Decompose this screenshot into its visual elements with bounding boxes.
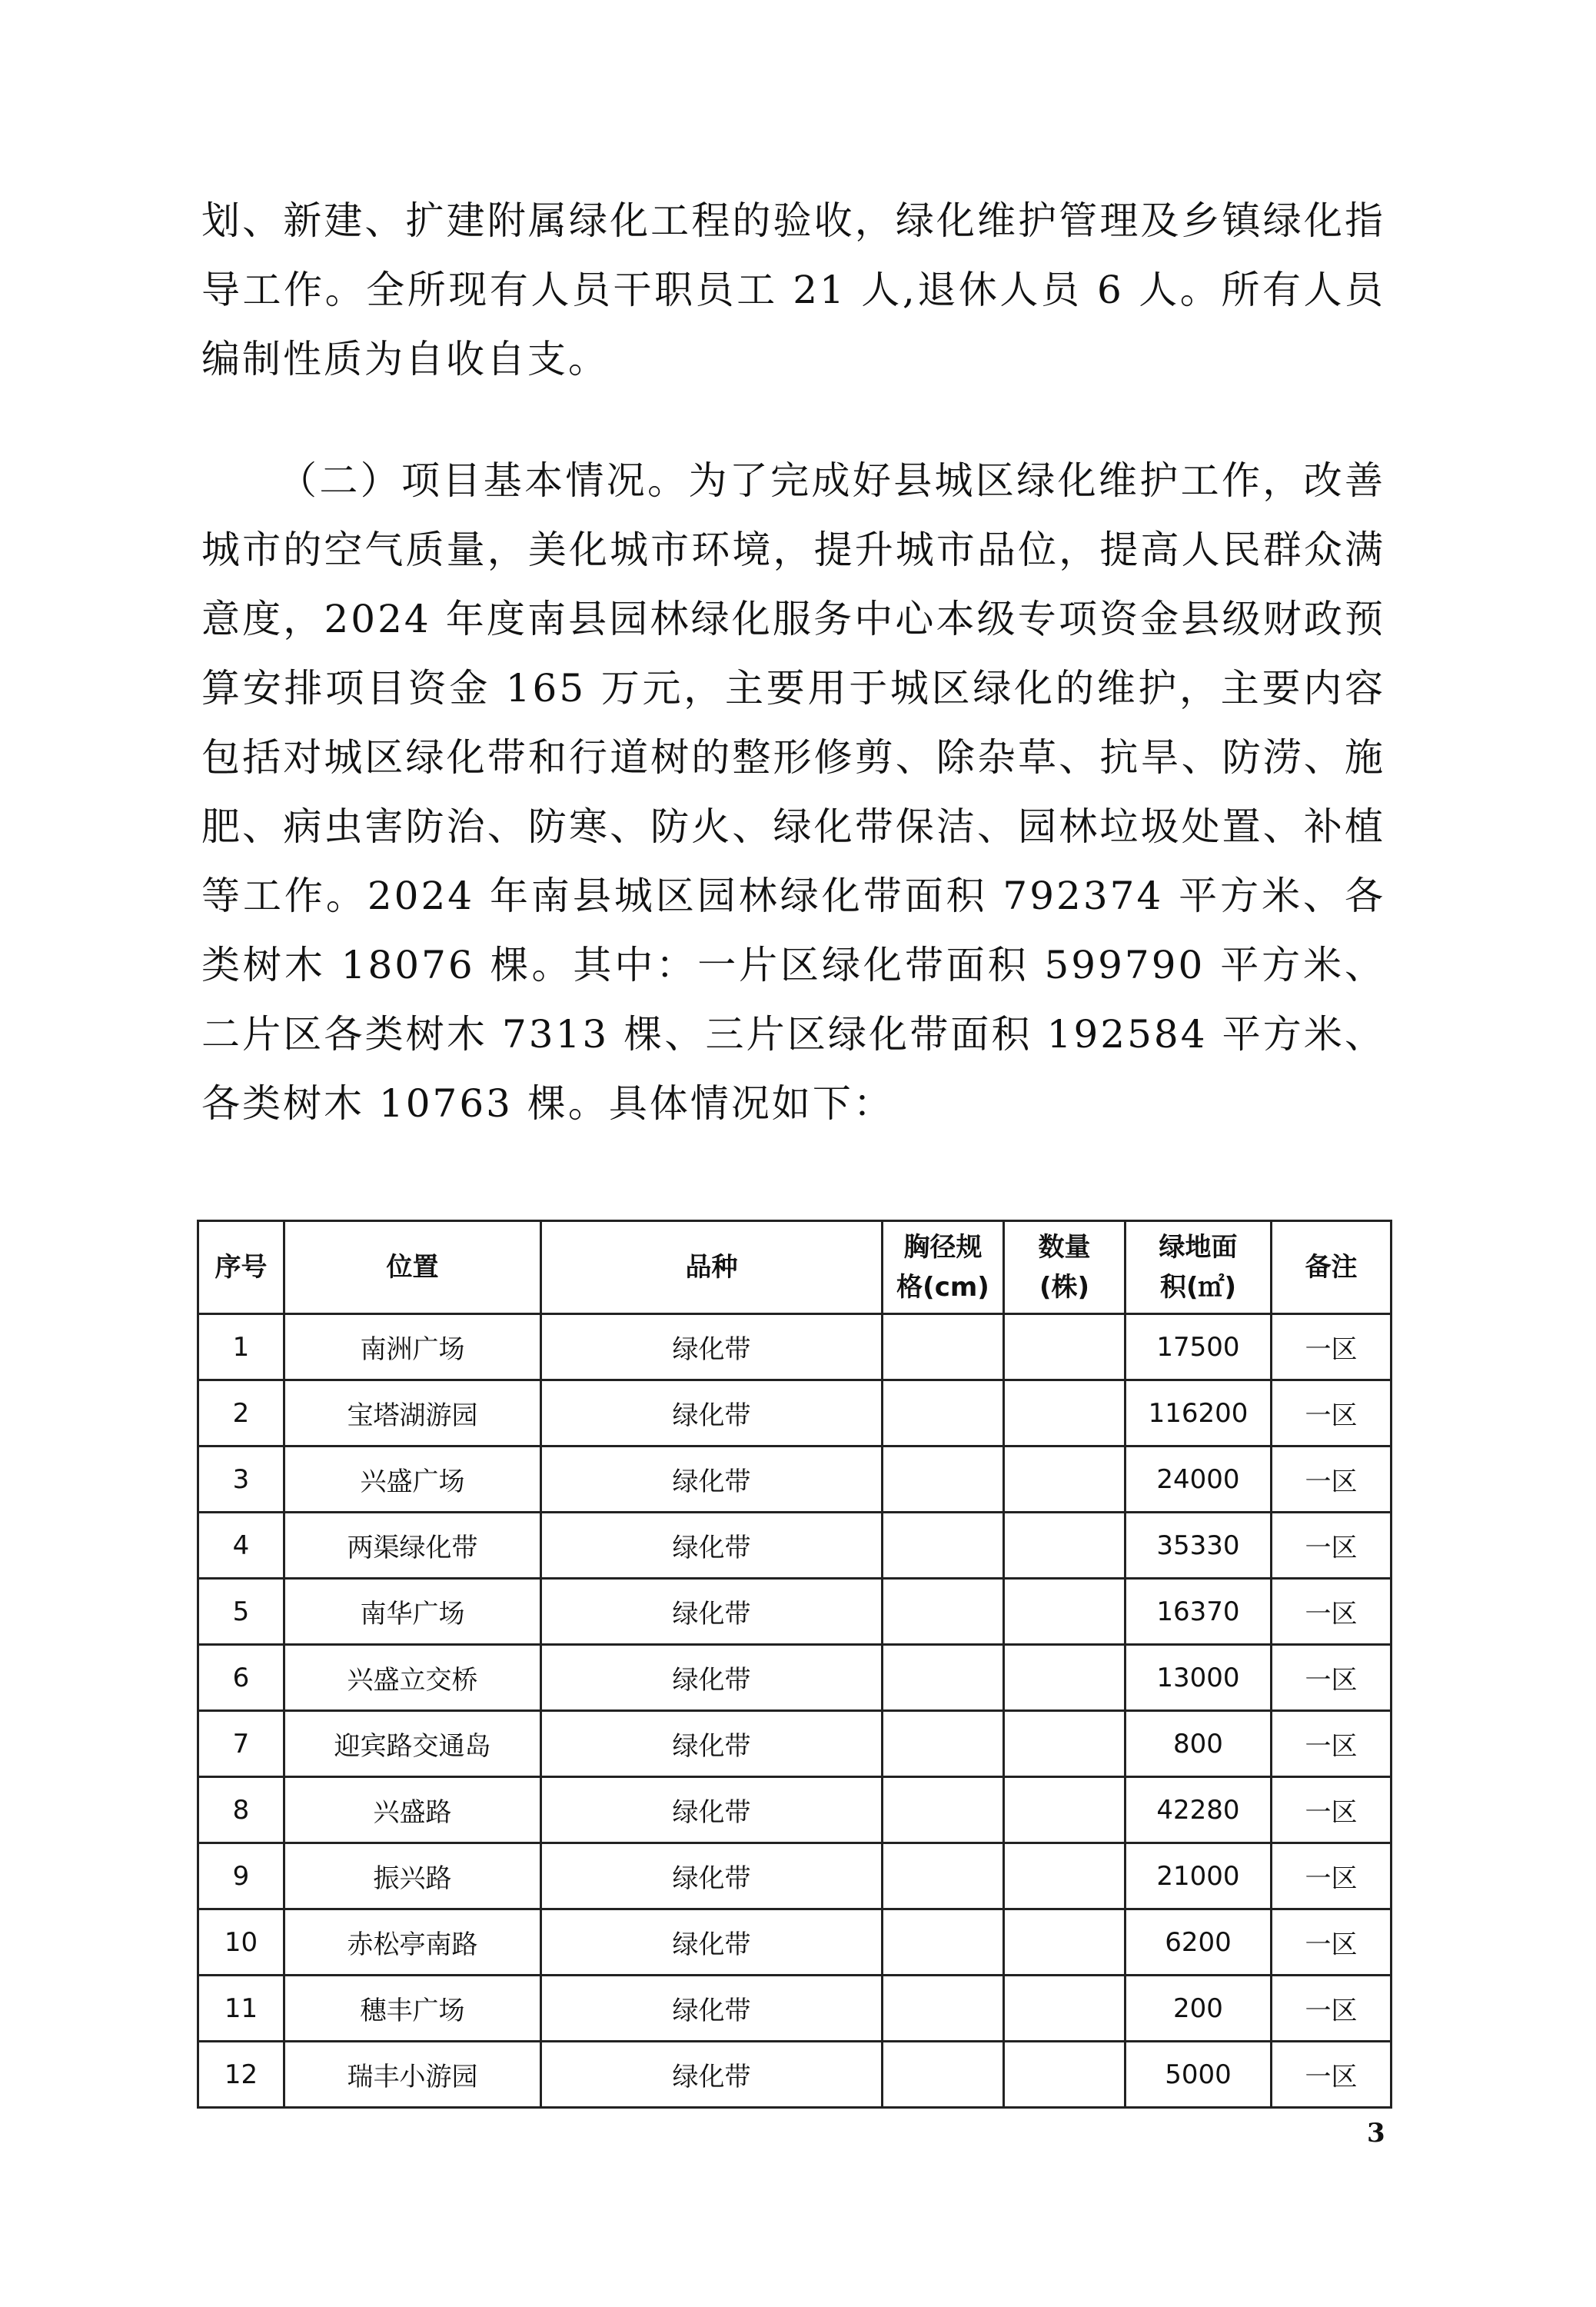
cell-area: 200: [1126, 1976, 1272, 2042]
cell-variety: 绿化带: [541, 1513, 883, 1579]
cell-variety: 绿化带: [541, 1976, 883, 2042]
cell-quantity: [1004, 2042, 1126, 2108]
cell-location: 穗丰广场: [284, 1976, 541, 2042]
cell-variety: 绿化带: [541, 1446, 883, 1513]
cell-note: 一区: [1272, 1513, 1392, 1579]
cell-location: 迎宾路交通岛: [284, 1711, 541, 1777]
table-header: [198, 1221, 1392, 1314]
cell-quantity: [1004, 1446, 1126, 1513]
header-note: 备注: [1272, 1221, 1392, 1314]
cell-variety: 绿化带: [541, 2042, 883, 2108]
cell-variety: 绿化带: [541, 1579, 883, 1645]
table-row: [198, 1446, 1392, 1513]
cell-dbh: [883, 1843, 1004, 1909]
cell-note: 一区: [1272, 1843, 1392, 1909]
greenbelt-table: [197, 1220, 1392, 2109]
cell-location: 南洲广场: [284, 1314, 541, 1380]
cell-seq: 11: [198, 1976, 284, 2042]
cell-area: 13000: [1126, 1645, 1272, 1711]
cell-note: 一区: [1272, 1976, 1392, 2042]
table-row: [198, 1711, 1392, 1777]
cell-quantity: [1004, 1843, 1126, 1909]
cell-dbh: [883, 1513, 1004, 1579]
header-seq: 序号: [198, 1221, 284, 1314]
cell-area: 42280: [1126, 1777, 1272, 1843]
cell-area: 16370: [1126, 1579, 1272, 1645]
table-row: [198, 1380, 1392, 1446]
cell-variety: 绿化带: [541, 1711, 883, 1777]
cell-variety: 绿化带: [541, 1909, 883, 1976]
cell-note: 一区: [1272, 1711, 1392, 1777]
cell-note: 一区: [1272, 1645, 1392, 1711]
table-row: [198, 1645, 1392, 1711]
cell-location: 兴盛立交桥: [284, 1645, 541, 1711]
cell-seq: 9: [198, 1843, 284, 1909]
cell-quantity: [1004, 1513, 1126, 1579]
cell-location: 振兴路: [284, 1843, 541, 1909]
cell-note: 一区: [1272, 1777, 1392, 1843]
header-area-line2: 积(㎡): [1159, 1272, 1237, 1303]
cell-variety: 绿化带: [541, 1314, 883, 1380]
cell-variety: 绿化带: [541, 1843, 883, 1909]
table-row: [198, 1579, 1392, 1645]
header-variety: 品种: [541, 1221, 883, 1314]
cell-location: 兴盛路: [284, 1777, 541, 1843]
cell-dbh: [883, 1579, 1004, 1645]
cell-area: 35330: [1126, 1513, 1272, 1579]
table-row: [198, 2042, 1392, 2108]
cell-dbh: [883, 1909, 1004, 1976]
cell-dbh: [883, 1777, 1004, 1843]
cell-dbh: [883, 1446, 1004, 1513]
cell-dbh: [883, 1645, 1004, 1711]
cell-seq: 12: [198, 2042, 284, 2108]
cell-quantity: [1004, 1579, 1126, 1645]
cell-seq: 1: [198, 1314, 284, 1380]
header-quantity: [1004, 1221, 1126, 1314]
cell-note: 一区: [1272, 1579, 1392, 1645]
header-dbh-line2: 格(cm): [896, 1272, 989, 1303]
header-location: 位置: [284, 1221, 541, 1314]
cell-quantity: [1004, 1777, 1126, 1843]
cell-quantity: [1004, 1976, 1126, 2042]
cell-area: 800: [1126, 1711, 1272, 1777]
header-dbh: [883, 1221, 1004, 1314]
cell-seq: 6: [198, 1645, 284, 1711]
cell-seq: 2: [198, 1380, 284, 1446]
cell-variety: 绿化带: [541, 1645, 883, 1711]
cell-quantity: [1004, 1314, 1126, 1380]
cell-seq: 8: [198, 1777, 284, 1843]
table-body: [198, 1314, 1392, 2108]
cell-area: 116200: [1126, 1380, 1272, 1446]
table-row: [198, 1777, 1392, 1843]
header-quantity-line1: 数量: [1038, 1232, 1091, 1263]
header-area: [1126, 1221, 1272, 1314]
cell-variety: 绿化带: [541, 1777, 883, 1843]
table-row: [198, 1513, 1392, 1579]
cell-dbh: [883, 1380, 1004, 1446]
cell-area: 5000: [1126, 2042, 1272, 2108]
body-paragraph-project-overview: （二）项目基本情况。为了完成好县城区绿化维护工作，改善城市的空气质量，美化城市环境，提升城市品位，提高人民群众满意度，2024 年度南县园林绿化服务中心本级专项资金县级财政预算安排项目资金 165 万元，主要用于城区绿化的维护，主要内容包括对城区绿化带和行道树的整形修剪、除杂草、抗旱、防涝、施肥、病虫害防治、防寒、防火、绿化带保洁、园林垃圾处置、补植等工作。2024 年南县城区园林绿化带面积 792374 平方米、各类树木 18076 棵。其中：一片区绿化带面积 599790 平方米、二片区各类树木 7313 棵、三片区绿化带面积 192584 平方米、各类树木 10763 棵。具体情况如下：: [201, 458, 1385, 1126]
cell-note: 一区: [1272, 2042, 1392, 2108]
header-dbh-line1: 胸径规: [903, 1232, 983, 1263]
cell-area: 21000: [1126, 1843, 1272, 1909]
cell-seq: 3: [198, 1446, 284, 1513]
table-header-row: [198, 1221, 1392, 1314]
cell-area: 6200: [1126, 1909, 1272, 1976]
cell-seq: 4: [198, 1513, 284, 1579]
table-row: [198, 1843, 1392, 1909]
cell-dbh: [883, 2042, 1004, 2108]
cell-dbh: [883, 1314, 1004, 1380]
cell-location: 南华广场: [284, 1579, 541, 1645]
cell-location: 赤松亭南路: [284, 1909, 541, 1976]
cell-quantity: [1004, 1711, 1126, 1777]
cell-location: 瑞丰小游园: [284, 2042, 541, 2108]
cell-note: 一区: [1272, 1446, 1392, 1513]
cell-quantity: [1004, 1380, 1126, 1446]
cell-seq: 7: [198, 1711, 284, 1777]
page-number: 3: [1367, 2118, 1385, 2149]
table-row: [198, 1314, 1392, 1380]
table-row: [198, 1976, 1392, 2042]
cell-quantity: [1004, 1909, 1126, 1976]
cell-seq: 10: [198, 1909, 284, 1976]
cell-dbh: [883, 1711, 1004, 1777]
cell-area: 17500: [1126, 1314, 1272, 1380]
header-area-line1: 绿地面: [1159, 1232, 1238, 1263]
cell-location: 两渠绿化带: [284, 1513, 541, 1579]
body-paragraph-staff: 划、新建、扩建附属绿化工程的验收，绿化维护管理及乡镇绿化指导工作。全所现有人员干职员工 21 人,退休人员 6 人。所有人员编制性质为自收自支。: [201, 198, 1385, 381]
cell-dbh: [883, 1976, 1004, 2042]
header-quantity-line2: (株): [1039, 1272, 1090, 1303]
cell-area: 24000: [1126, 1446, 1272, 1513]
cell-note: 一区: [1272, 1380, 1392, 1446]
cell-note: 一区: [1272, 1909, 1392, 1976]
cell-note: 一区: [1272, 1314, 1392, 1380]
cell-location: 兴盛广场: [284, 1446, 541, 1513]
cell-quantity: [1004, 1645, 1126, 1711]
table-row: [198, 1909, 1392, 1976]
cell-variety: 绿化带: [541, 1380, 883, 1446]
cell-location: 宝塔湖游园: [284, 1380, 541, 1446]
cell-seq: 5: [198, 1579, 284, 1645]
